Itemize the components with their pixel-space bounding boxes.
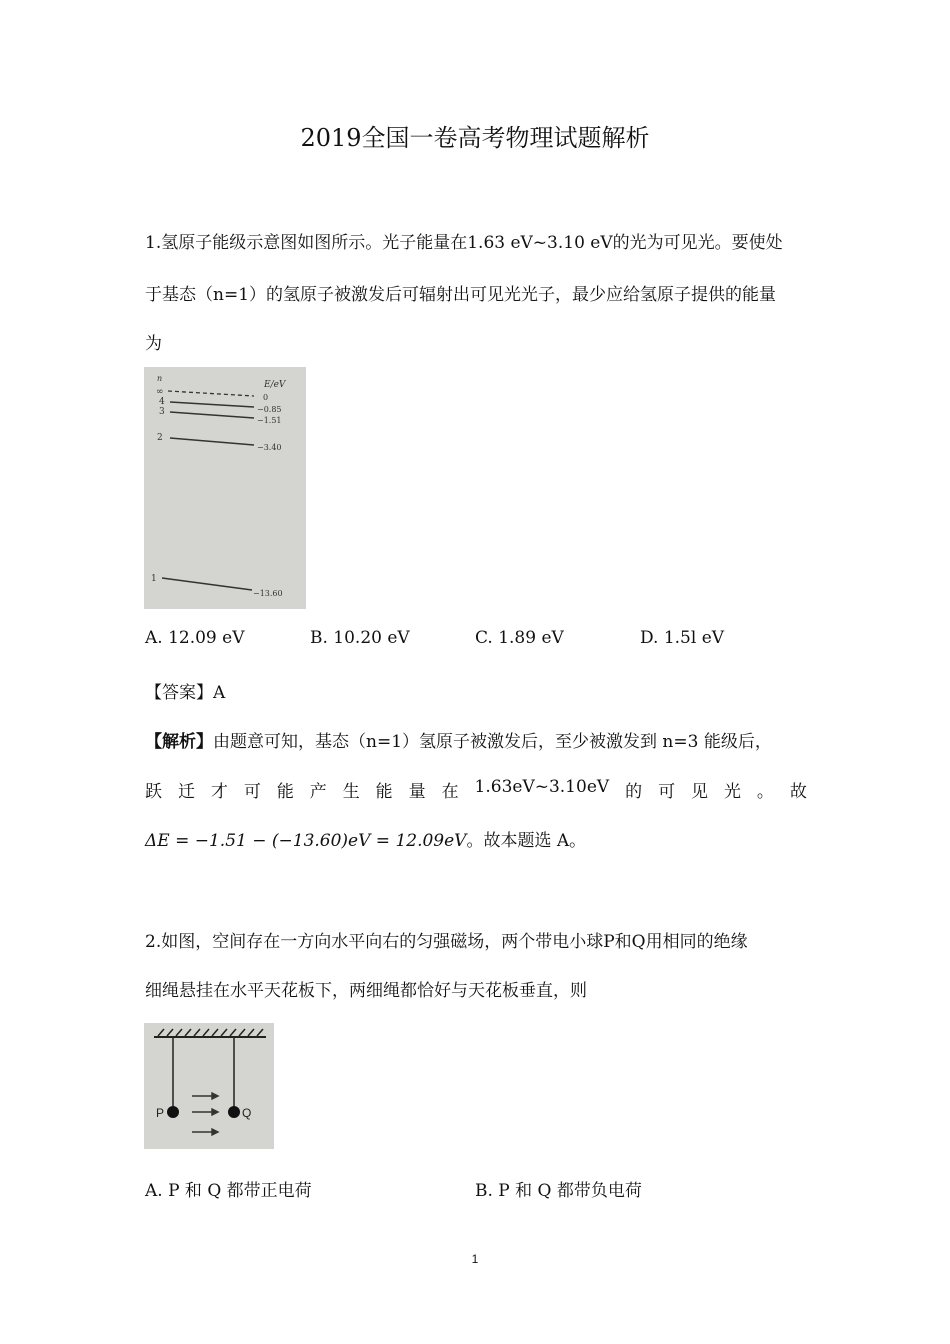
q2-option-b: B. P 和 Q 都带负电荷 [475, 1181, 642, 1201]
level-n-2: 2 [157, 433, 163, 443]
level-energy-4: −0.85 [257, 405, 282, 414]
analysis-word: 可 [658, 782, 676, 802]
analysis-label: 【解析】 [145, 732, 213, 752]
level-n-4: 4 [159, 397, 165, 407]
n-axis-label: n [157, 374, 163, 383]
analysis-word: 的 [625, 782, 643, 802]
q1-stem-line-2: 于基态（n=1）的氢原子被激发后可辐射出可见光光子，最少应给氢原子提供的能量 [145, 285, 777, 305]
ball-p [167, 1106, 179, 1118]
level-line-4 [170, 402, 254, 407]
q1-stem-line-1: 1.氢原子能级示意图如图所示。光子能量在1.63 eV~3.10 eV的光为可见光。要使处 [145, 233, 783, 253]
level-energy-1: −13.60 [253, 589, 283, 598]
analysis-word: 量 [408, 782, 426, 802]
level-energy-inf: 0 [263, 393, 269, 402]
label-q: Q [242, 1106, 252, 1120]
analysis-word: 产 [309, 782, 327, 802]
level-n-inf: ∞ [156, 387, 164, 397]
level-energy-2: −3.40 [257, 443, 282, 452]
ceiling-hatch [158, 1029, 263, 1036]
analysis-word: 能 [375, 782, 393, 802]
page-number: 1 [471, 1252, 479, 1266]
energy-level-diagram [144, 367, 306, 609]
q1-analysis-line-2 [145, 777, 807, 802]
label-p: P [156, 1106, 165, 1120]
q1-analysis-line-1 [145, 727, 807, 752]
analysis-word: 迁 [177, 782, 195, 802]
analysis-word: 能 [276, 782, 294, 802]
q1-stem-line-3: 为 [145, 334, 162, 354]
analysis-word: 故 [789, 782, 807, 802]
delta-e-formula: ΔE = −1.51 − (−13.60)eV = 12.09eV [145, 831, 467, 851]
ball-q [228, 1106, 240, 1118]
analysis-word: 可 [243, 782, 261, 802]
analysis-text-1: 由题意可知，基态（n=1）氢原子被激发后，至少被激发到 n=3 能级后， [213, 732, 772, 752]
energy-level-svg [144, 367, 306, 609]
analysis-word: 跃 [145, 782, 162, 802]
level-line-3 [170, 412, 254, 418]
pendulum-svg [144, 1023, 274, 1149]
formula-conclusion: 。故本题选 A。 [466, 831, 587, 851]
page-title: 2019全国一卷高考物理试题解析 [300, 124, 650, 152]
q1-answer: 【答案】A [145, 683, 226, 703]
analysis-word: 见 [691, 782, 709, 802]
q1-option-d: D. 1.5l eV [640, 628, 725, 648]
q2-stem-line-2: 细绳悬挂在水平天花板下，两细绳都恰好与天花板垂直，则 [145, 981, 587, 1001]
level-n-3: 3 [159, 407, 165, 417]
level-line-1 [162, 578, 252, 590]
analysis-word: 生 [342, 782, 360, 802]
level-line-2 [170, 438, 254, 445]
level-energy-3: −1.51 [257, 416, 282, 425]
energy-unit-label: E/eV [264, 380, 286, 390]
level-n-1: 1 [151, 574, 157, 584]
analysis-word: 才 [210, 782, 228, 802]
q1-formula-line [145, 826, 807, 851]
q1-option-a: A. 12.09 eV [145, 628, 245, 648]
q1-option-b: B. 10.20 eV [310, 628, 410, 648]
q2-option-a: A. P 和 Q 都带正电荷 [145, 1181, 312, 1201]
analysis-word: 在 [441, 782, 459, 802]
level-line-inf [168, 391, 254, 396]
analysis-word: 光 [723, 782, 741, 802]
field-arrows [192, 1093, 218, 1135]
pendulum-diagram [144, 1023, 274, 1149]
q1-option-c: C. 1.89 eV [475, 628, 564, 648]
analysis-word: 。 [756, 782, 774, 802]
q2-stem-line-1: 2.如图，空间存在一方向水平向右的匀强磁场，两个带电小球P和Q用相同的绝缘 [145, 932, 748, 952]
analysis-word: 1.63eV~3.10eV [474, 777, 610, 797]
